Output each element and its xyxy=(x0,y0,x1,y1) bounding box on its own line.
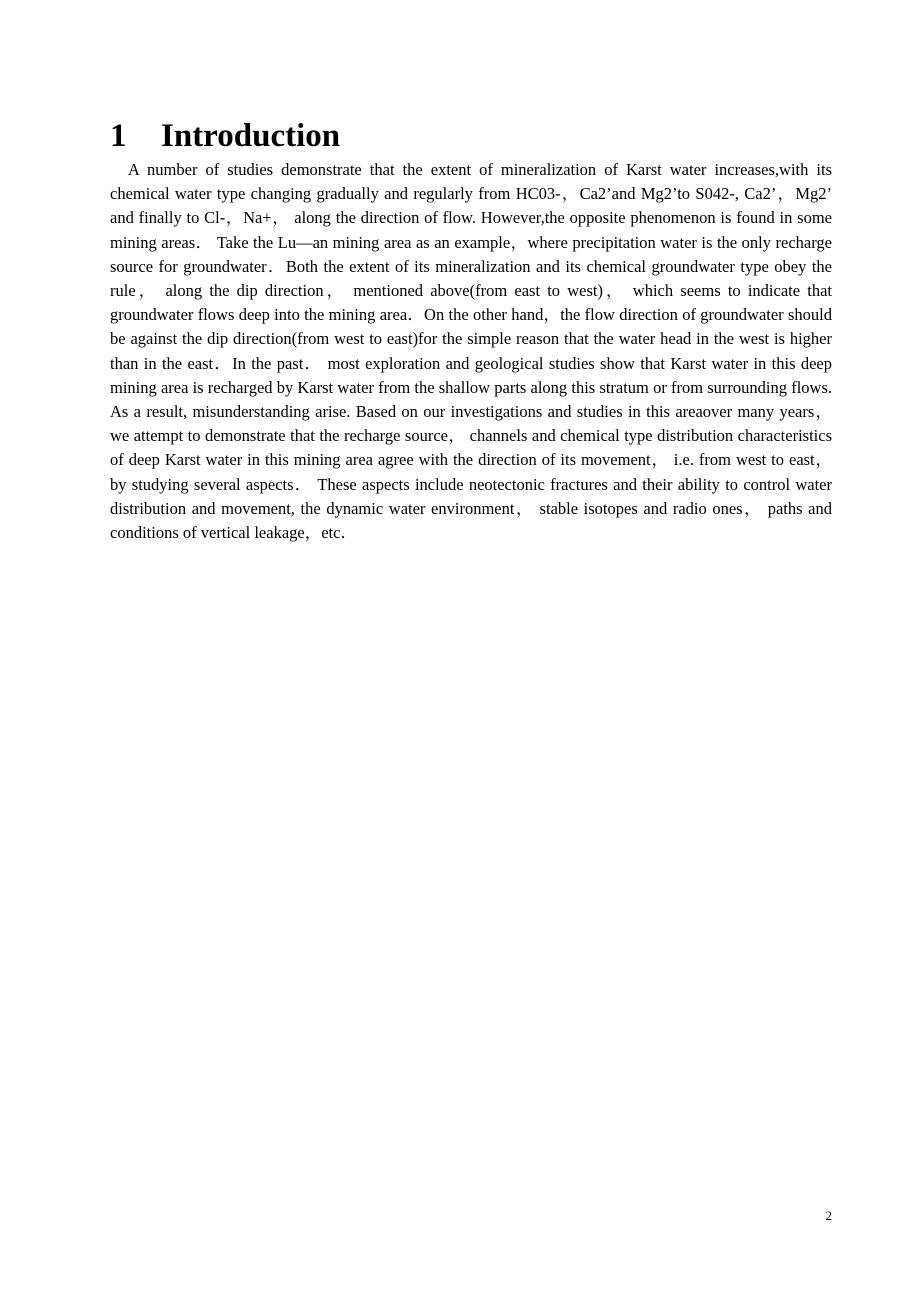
introduction-paragraph: A number of studies demonstrate that the extent of mineralization of Karst water increases,with its chemical water type changing gradually and regularly from HC03-，Ca2’and Mg2’to S042-, Ca2’，Mg2’ and finally to Cl-，Na+， along the direction of flow. However,the opposite phenomenon is found in some mining areas． Take the Lu—an mining area as an example，where precipitation water is the only recharge source for groundwater．Both the extent of its mineralization and its chemical groundwater type obey the rule， along the dip direction， mentioned above(from east to west)， which seems to indicate that groundwater flows deep into the mining area．On the other hand，the flow direction of groundwater should be against the dip direction(from west to east)for the simple reason that the water head in the west is higher than in the east．In the past． most exploration and geological studies show that Karst water in this deep mining area is recharged by Karst water from the shallow parts along this stratum or from surrounding flows. As a result, misunderstanding arise. Based on our investigations and studies in this areaover many years， we attempt to demonstrate that the recharge source， channels and chemical type distribution characteristics of deep Karst water in this mining area agree with the direction of its movement， i.e. from west to east， by studying several aspects． These aspects include neotectonic fractures and their ability to control water distribution and movement, the dynamic water environment， stable isotopes and radio ones， paths and conditions of vertical leakage，etc． xyxy=(110,160,832,543)
page-number: 2 xyxy=(825,1208,832,1223)
section-number: 1 xyxy=(110,118,127,154)
section-heading xyxy=(110,116,340,156)
section-title: Introduction xyxy=(161,118,341,154)
